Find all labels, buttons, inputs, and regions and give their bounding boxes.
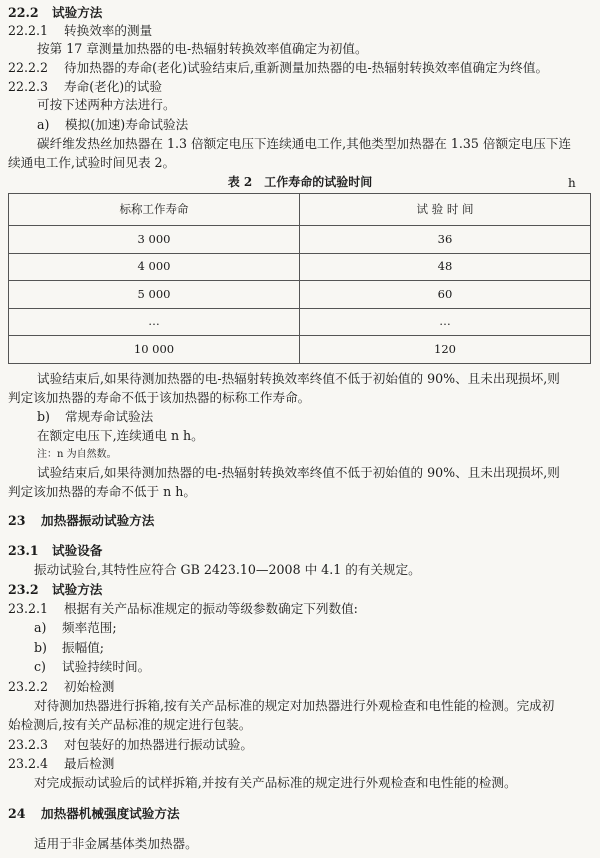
table-row [9, 281, 591, 309]
heading-23-1: 23.1 试验设备 [8, 543, 103, 558]
heading-23-2-4: 23.2.4 最后检测 [8, 756, 115, 771]
para-24: 适用于非金属基体类加热器。 [34, 836, 198, 851]
list-item: b) 振幅值; [34, 640, 105, 655]
table-row [9, 308, 591, 336]
method-b-text: 在额定电压下,连续通电 n h。 [37, 428, 204, 443]
heading-24: 24 加热器机械强度试验方法 [8, 806, 180, 821]
method-b-result-2: 判定该加热器的寿命不低于 n h。 [8, 484, 196, 499]
list-item: a) 频率范围; [34, 620, 117, 635]
cell-nominal-life: 3 000 [9, 226, 300, 254]
list-item: c) 试验持续时间。 [34, 659, 151, 674]
column-header-test-time: 试 验 时 间 [300, 194, 591, 226]
para-22-2-1: 按第 17 章测量加热器的电-热辐射转换效率值确定为初值。 [37, 41, 368, 56]
para-22-2-2: 22.2.2 待加热器的寿命(老化)试验结束后,重新测量加热器的电-热辐射转换效率值确定为终值。 [8, 60, 549, 75]
heading-22-2-3: 22.2.3 寿命(老化)的试验 [8, 79, 162, 94]
heading-22-2-1: 22.2.1 转换效率的测量 [8, 23, 153, 38]
table-header-row [9, 194, 591, 226]
method-b-note: 注：n 为自然数。 [37, 449, 117, 460]
method-a-text-2: 续通电工作,试验时间见表 2。 [8, 155, 176, 170]
method-a-heading: a) 模拟(加速)寿命试验法 [37, 117, 189, 132]
table-row [9, 253, 591, 281]
method-b-heading: b) 常规寿命试验法 [37, 409, 154, 424]
heading-23-2: 23.2 试验方法 [8, 582, 103, 597]
cell-test-time: … [300, 308, 591, 336]
para-23-2-2-1: 对待测加热器进行拆箱,按有关产品标准的规定对加热器进行外观检查和电性能的检测。完成初 [34, 698, 555, 713]
life-test-table [8, 193, 591, 364]
para-23-2-3: 23.2.3 对包装好的加热器进行振动试验。 [8, 737, 253, 752]
cell-test-time: 60 [300, 281, 591, 309]
after-table-text-2: 判定该加热器的寿命不低于该加热器的标称工作寿命。 [8, 390, 311, 405]
heading-22-2: 22.2 试验方法 [8, 5, 103, 20]
table-row [9, 226, 591, 254]
para-23-2-2-2: 始检测后,按有关产品标准的规定进行包装。 [8, 717, 252, 732]
cell-nominal-life: 4 000 [9, 253, 300, 281]
cell-nominal-life: 5 000 [9, 281, 300, 309]
method-b-result-1: 试验结束后,如果待测加热器的电-热辐射转换效率终值不低于初始值的 90%、且未出现损坏,则 [37, 465, 560, 480]
cell-nominal-life: … [9, 308, 300, 336]
cell-test-time: 48 [300, 253, 591, 281]
cell-test-time: 120 [300, 336, 591, 364]
heading-23: 23 加热器振动试验方法 [8, 513, 155, 528]
column-header-nominal-life: 标称工作寿命 [9, 194, 300, 226]
para-23-2-4: 对完成振动试验后的试样拆箱,并按有关产品标准的规定进行外观检查和电性能的检测。 [34, 775, 517, 790]
table-unit: h [568, 176, 576, 190]
para-23-2-1: 23.2.1 根据有关产品标准规定的振动等级参数确定下列数值: [8, 601, 358, 616]
table-row [9, 336, 591, 364]
method-a-text-1: 碳纤维发热丝加热器在 1.3 倍额定电压下连续通电工作,其他类型加热器在 1.35 倍额定电压下连 [37, 136, 572, 151]
para-22-2-3: 可按下述两种方法进行。 [37, 97, 176, 112]
para-23-1: 振动试验台,其特性应符合 GB 2423.10—2008 中 4.1 的有关规定。 [34, 562, 421, 577]
heading-23-2-2: 23.2.2 初始检测 [8, 679, 115, 694]
after-table-text-1: 试验结束后,如果待测加热器的电-热辐射转换效率终值不低于初始值的 90%、且未出现损坏,则 [37, 371, 560, 386]
cell-test-time: 36 [300, 226, 591, 254]
cell-nominal-life: 10 000 [9, 336, 300, 364]
table-caption: 表 2 工作寿命的试验时间 [227, 175, 373, 189]
